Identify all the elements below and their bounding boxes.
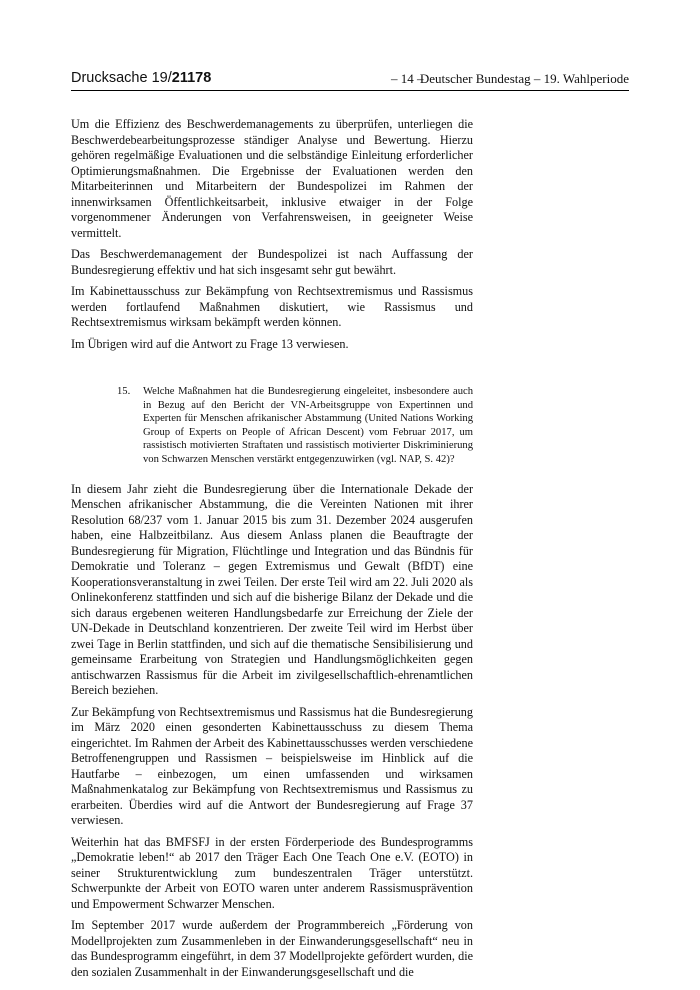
paragraph: Zur Bekämpfung von Rechtsextremismus und Rassismus hat die Bundesregierung im März 2020 einen gesonderten Kabinettausschuss zu diesem Thema eingerichtet. Im Rahmen der Arbeit des Kabinettausschusses werden verschiedene Betroffenengruppen und Rassismen – beispielsweise im Hinblick auf die Hautfarbe – einbezogen, um einen umfassenden und wirksamen Maßnahmenkatalog zur Bekämpfung von Rechtsextremismus und Rassismus zu erarbeiten. Überdies wird auf die Antwort der Bundesregierung auf Frage 37 verwiesen. — [71, 704, 473, 828]
paragraph: Im September 2017 wurde außerdem der Programmbereich „Förderung von Modellprojekten zum Zusammenleben in der Einwanderungsgesellschaft“ neu in das Bundesprogramm eingeführt, in dem 37 Modellprojekte gefördert wurden, die den sozialen Zusammenhalt in der Einwanderungsgesellschaft und die — [71, 918, 473, 979]
question-text: Welche Maßnahmen hat die Bundesregierung eingeleitet, insbesondere auch in Bezug auf den Bericht der VN-Arbeitsgruppe von Expertinnen und Experten für Menschen afrikanischer Abstammung (United Nations Working Group of Experts on People of African Descent) vom Februar 2017, um rassistisch motivierten Straftaten und rassistisch motivierter Diskriminierung von Schwarzen Menschen verstärkt entgegenzuwirken (vgl. NAP, S. 42)? — [143, 386, 473, 465]
question-block — [117, 385, 473, 467]
paragraph: Im Kabinettausschuss zur Bekämpfung von Rechtsextremismus und Rassismus werden fortlaufend Maßnahmen diskutiert, wie Rassismus und Rechtsextremismus wirksam bekämpft werden können. — [71, 284, 473, 329]
paragraph: Weiterhin hat das BMFSFJ in der ersten Förderperiode des Bundesprogramms „Demokratie leben!“ ab 2017 den Träger Each One Teach One e.V. (EOTO) in seiner Strukturentwicklung zum bundeszentralen Träger unterstützt. Schwerpunkte der Arbeit von EOTO waren unter anderem Rassismusprävention und Empowerment Schwarzer Menschen. — [71, 834, 473, 911]
question-number: 15. — [117, 386, 131, 397]
document-id: 21178 — [171, 70, 212, 86]
page-number: – 14 – — [391, 71, 424, 86]
paragraph: In diesem Jahr zieht die Bundesregierung über die Internationale Dekade der Menschen afrikanischer Abstammung, die die Vereinten Nationen mit ihrer Resolution 68/237 vom 1. Januar 2015 bis zum 31. Dezember 2024 ausgerufen haben, eine Halbzeitbilanz. Aus diesem Anlass planen die Beauftragte der Bundesregierung für Migration, Flüchtlinge und Integration und das Bündnis für Demokratie und Toleranz – gegen Extremismus und Gewalt (BfDT) eine Kooperationsveranstaltung in zwei Teilen. Der erste Teil wird am 22. Juli 2020 als Onlinekonferenz stattfinden und sich auf die bisherige Bilanz der Dekade und die sich daraus ergebenen weiteren Handlungsbedarfe zur Erreichung der Ziele der UN-Dekade in Deutschland konzentrieren. Der zweite Teil wird im Herbst über zwei Tage in Berlin stattfinden, und sich auf die thematische Sensibilisierung und gemeinsame Erarbeitung von Strategien und Handlungsmöglichkeiten gegen antischwarzen Rassismus für die Arbeit im zivilgesellschaftlich-ehrenamtlichen Bereich beziehen. — [71, 481, 473, 698]
header-rule — [71, 90, 629, 91]
paragraph: Um die Effizienz des Beschwerdemanagements zu überprüfen, unterliegen die Beschwerdebearbeitungsprozesse ständiger Analyse und Bewertung. Hierzu gehören regelmäßige Evaluationen und die selbständige Einleitung erforderlicher Optimierungsmaßnahmen. Die Ergebnisse der Evaluationen werden den Mitarbeiterinnen und Mitarbeitern der Bundespolizei im Rahmen der innenwirksamen Öffentlichkeitsarbeit, inklusive etwaiger in der Folge vorgenommener Änderungen von Verfahrensweisen, in geeigneter Weise vermittelt. — [71, 117, 473, 240]
document-label: Drucksache 19/ — [71, 70, 172, 86]
paragraph: Das Beschwerdemanagement der Bundespolizei ist nach Auffassung der Bundesregierung effektiv und hat sich insgesamt sehr gut bewährt. — [71, 247, 473, 277]
document-number — [71, 70, 211, 86]
page-header — [71, 70, 629, 90]
paragraph: Im Übrigen wird auf die Antwort zu Frage 13 verwiesen. — [71, 336, 349, 351]
publisher-label: Deutscher Bundestag – 19. Wahlperiode — [419, 71, 629, 86]
document-body — [71, 117, 473, 986]
